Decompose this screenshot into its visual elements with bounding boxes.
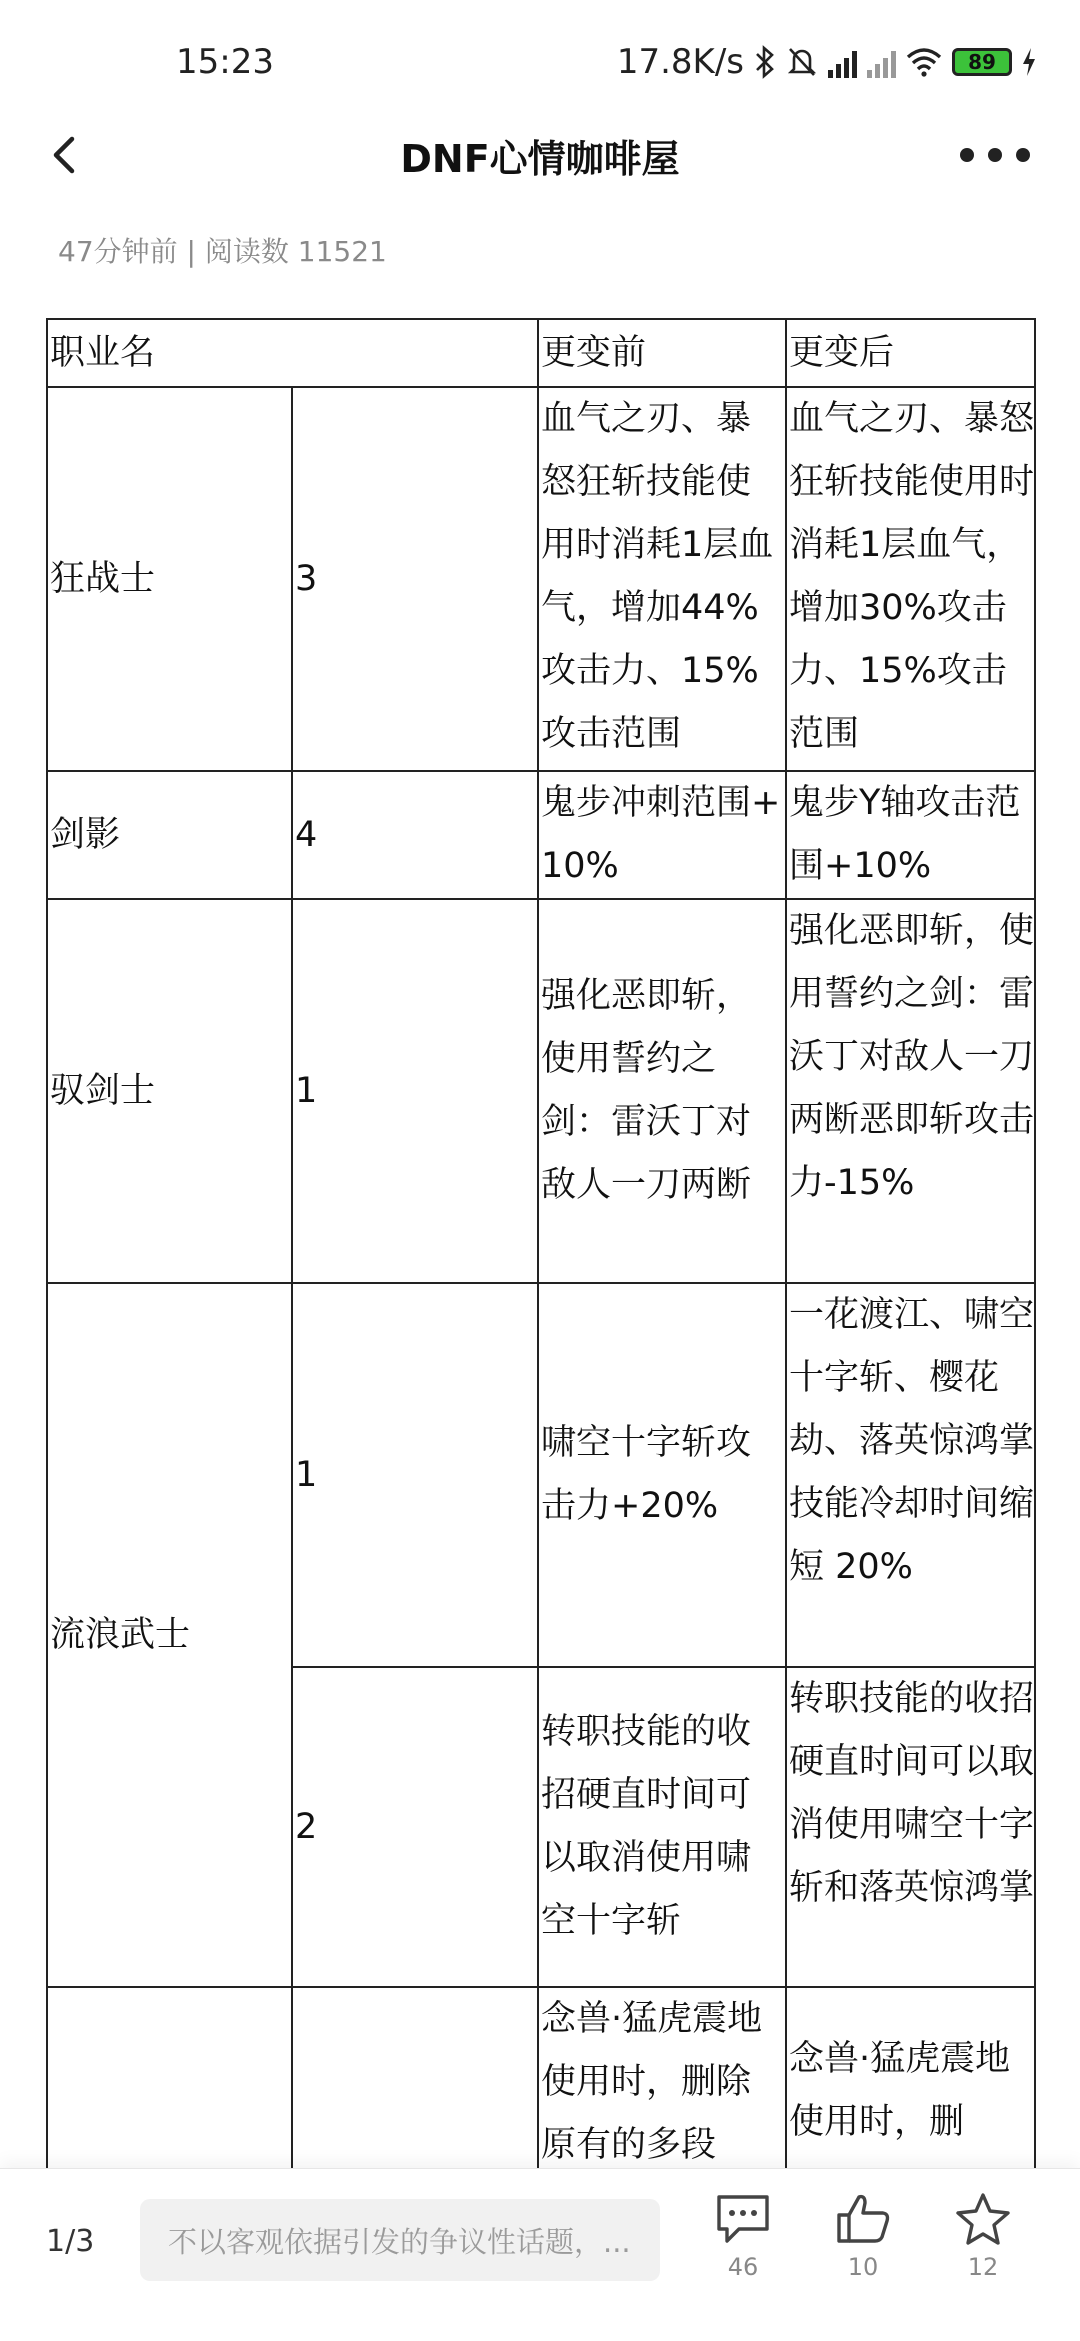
- status-time: 15:23: [176, 42, 274, 82]
- header-job: 职业名: [47, 319, 538, 387]
- charging-icon: [1022, 47, 1036, 77]
- chevron-left-icon: [50, 135, 76, 175]
- status-bar: [0, 0, 1080, 124]
- cell-num: 2: [292, 1667, 538, 1987]
- cell-after: 念兽·猛虎震地使用时，删: [786, 1987, 1035, 2207]
- cell-after: 血气之刃、暴怒狂斩技能使用时消耗1层血气，增加30%攻击力、15%攻击范围: [786, 387, 1035, 771]
- page-indicator[interactable]: 1/3: [46, 2224, 95, 2259]
- cell-before: 血气之刃、暴怒狂斩技能使用时消耗1层血气，增加44%攻击力、15%攻击范围: [538, 387, 786, 771]
- table-row: [47, 387, 1035, 771]
- page-title: DNF心情咖啡屋: [400, 136, 680, 181]
- more-button[interactable]: [940, 130, 1050, 180]
- cell-num: 3: [292, 387, 538, 771]
- cell-job: 流浪武士: [47, 1283, 292, 1987]
- like-button[interactable]: [808, 2191, 918, 2281]
- cell-job: 驭剑士: [47, 899, 292, 1283]
- article-table: [46, 318, 1036, 2208]
- star-icon: [953, 2191, 1013, 2247]
- mute-icon: [786, 45, 818, 79]
- likes-count: 10: [847, 2253, 879, 2281]
- cell-before: 转职技能的收招硬直时间可以取消使用啸空十字斩: [538, 1667, 786, 1987]
- comment-input[interactable]: [140, 2199, 660, 2281]
- cell-before: 念兽·猛虎震地使用时，删除原有的多段: [538, 1987, 786, 2207]
- cell-after: 一花渡江、啸空十字斩、樱花劫、落英惊鸿掌技能冷却时间缩短 20%: [786, 1283, 1035, 1667]
- bottom-bar: [0, 2168, 1080, 2341]
- table-header-row: [47, 319, 1035, 387]
- nav-bar: [0, 110, 1080, 200]
- cell-job: 剑影: [47, 771, 292, 899]
- favorite-button[interactable]: [928, 2191, 1038, 2281]
- cell-after: 强化恶即斩，使用誓约之剑：雷沃丁对敌人一刀两断恶即斩攻击力-15%: [786, 899, 1035, 1283]
- status-icons: [617, 42, 1036, 82]
- more-dot-icon: [988, 148, 1002, 162]
- cell-after: 鬼步Y轴攻击范围+10%: [786, 771, 1035, 899]
- battery-icon: 89: [952, 48, 1012, 76]
- header-before: 更变前: [538, 319, 786, 387]
- cell-before: 啸空十字斩攻击力+20%: [538, 1283, 786, 1667]
- bluetooth-icon: [754, 45, 776, 79]
- header-after: 更变后: [786, 319, 1035, 387]
- wifi-icon: [906, 47, 942, 77]
- back-button[interactable]: [36, 128, 90, 182]
- signal-hd-icon: [867, 46, 896, 78]
- article-meta: 47分钟前 | 阅读数 11521: [58, 235, 387, 268]
- more-dot-icon: [960, 148, 974, 162]
- table-row: [47, 1283, 1035, 1667]
- cell-after: 转职技能的收招硬直时间可以取消使用啸空十字斩和落英惊鸿掌: [786, 1667, 1035, 1987]
- comments-button[interactable]: [688, 2191, 798, 2281]
- more-dot-icon: [1016, 148, 1030, 162]
- net-speed: 17.8K/s: [616, 42, 744, 82]
- comments-count: 46: [727, 2253, 759, 2281]
- table-row: [47, 771, 1035, 899]
- signal-hd-icon: [828, 46, 857, 78]
- cell-before: 强化恶即斩，使用誓约之剑：雷沃丁对敌人一刀两断: [538, 899, 786, 1283]
- comment-placeholder: 不以客观依据引发的争议性话题，...: [168, 2224, 631, 2259]
- cell-num: 1: [292, 1283, 538, 1667]
- favorites-count: 12: [967, 2253, 999, 2281]
- comment-icon: [713, 2191, 773, 2247]
- table-row: [47, 899, 1035, 1283]
- cell-job: 狂战士: [47, 387, 292, 771]
- cell-num: 4: [292, 771, 538, 899]
- cell-num: 1: [292, 899, 538, 1283]
- thumbs-up-icon: [833, 2191, 893, 2247]
- cell-before: 鬼步冲刺范围+10%: [538, 771, 786, 899]
